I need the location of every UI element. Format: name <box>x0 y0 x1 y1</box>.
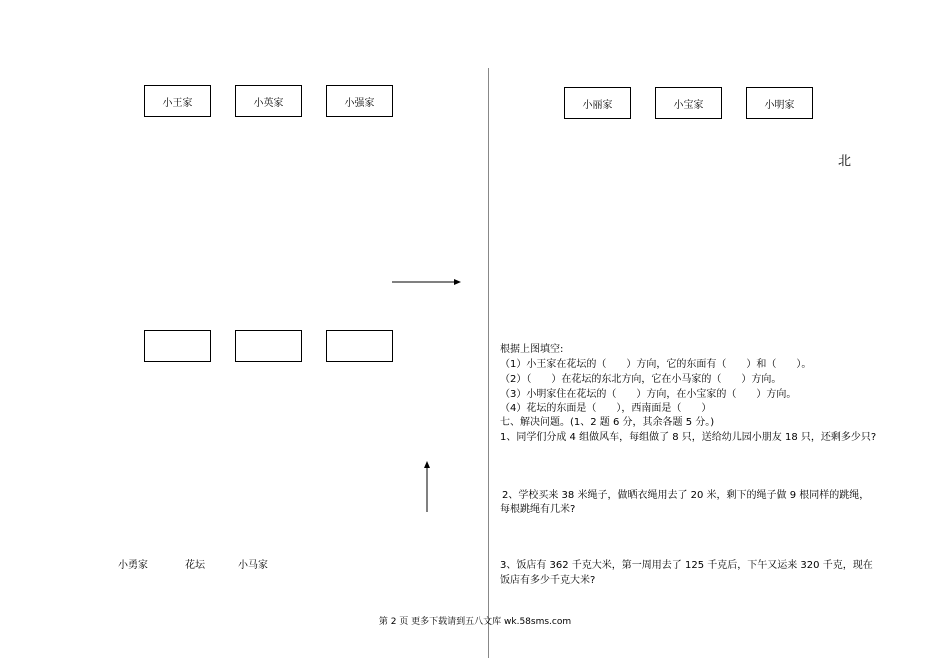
right-arrow-icon <box>392 279 461 285</box>
fill-in-q1: （1）小王家在花坛的（ ）方向，它的东面有（ ）和（ ）。 <box>500 359 812 370</box>
fill-in-q4: （4）花坛的东面是（ ），西南面是（ ） <box>500 403 712 414</box>
section-title: 七、解决问题。(1、2 题 6 分，其余各题 5 分。) <box>500 417 715 428</box>
house-label: 小英家 <box>253 97 284 109</box>
house-label: 小丽家 <box>582 99 613 111</box>
house-label: 小明家 <box>764 99 795 111</box>
house-label: 小王家 <box>162 97 193 109</box>
fill-in-q2: （2）（ ）在花坛的东北方向，它在小马家的（ ）方向。 <box>500 374 782 385</box>
label-xiaoma: 小马家 <box>238 560 268 571</box>
label-huatan: 花坛 <box>185 560 205 571</box>
house-label: 小强家 <box>344 97 375 109</box>
problem-1: 1、同学们分成 4 组做风车，每组做了 8 只，送给幼儿园小朋友 18 只，还剩多少只? <box>500 432 877 443</box>
up-arrow-icon <box>424 461 430 512</box>
fill-in-q3: （3）小明家住在花坛的（ ）方向，在小宝家的（ ）方向。 <box>500 389 797 400</box>
house-label: 小宝家 <box>673 99 704 111</box>
north-label: 北 <box>838 154 852 169</box>
problem-3-line1: 3、饭店有 362 千克大米，第一周用去了 125 千克后，下午又运来 320 千克，现在 <box>500 560 873 571</box>
label-xiaoyong: 小勇家 <box>118 560 148 571</box>
problem-2-line1: 2、学校买来 38 米绳子，做晒衣绳用去了 20 米，剩下的绳子做 9 根同样的跳绳， <box>502 490 870 501</box>
page-footer: 第 2 页 更多下载请到五八文库 wk.58sms.com <box>378 617 572 627</box>
fill-in-intro: 根据上图填空: <box>500 344 564 355</box>
problem-2-line2: 每根跳绳有几米? <box>500 504 576 515</box>
problem-3-line2: 饭店有多少千克大米? <box>500 575 596 586</box>
